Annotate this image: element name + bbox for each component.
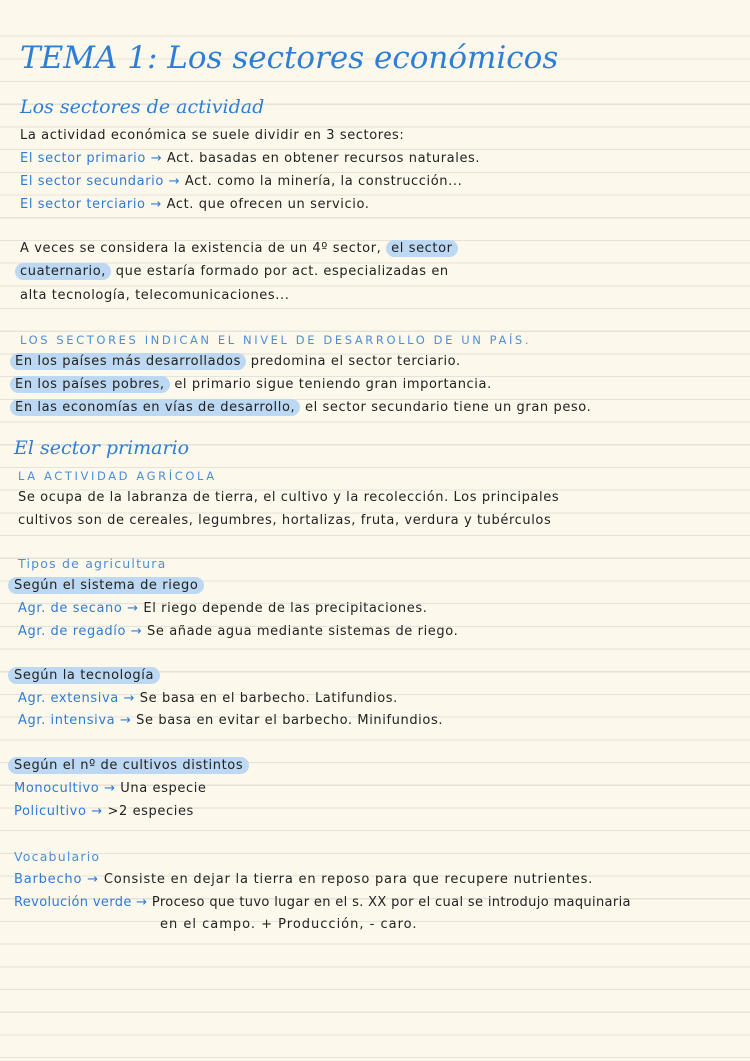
paragraph-line: Se ocupa de la labranza de tierra, el cultivo y la recolección. Los principales — [18, 490, 560, 505]
vocab-item — [14, 895, 631, 910]
paragraph-line: cultivos son de cereales, legumbres, hortalizas, fruta, verdura y tubérculos — [18, 513, 552, 528]
list-item — [18, 601, 427, 616]
desc: Act. basadas en obtener recursos naturales. — [166, 151, 481, 166]
desc: El riego depende de las precipitaciones. — [143, 601, 428, 616]
term: Policultivo — [14, 804, 87, 819]
list-item — [20, 197, 370, 212]
desc: >2 especies — [107, 804, 194, 819]
desc: Se añade agua mediante sistemas de riego. — [147, 624, 459, 639]
list-item — [20, 174, 462, 189]
term: Agr. extensiva — [18, 691, 119, 706]
list-item — [18, 713, 443, 728]
term: Agr. intensiva — [18, 713, 116, 728]
vocab-item — [14, 872, 593, 887]
caps-heading: LOS SECTORES INDICAN EL NIVEL DE DESARROLLO DE UN PAÍS. — [20, 333, 532, 347]
text: el sector secundario tiene un gran peso. — [305, 400, 592, 415]
arrow-icon: → — [91, 804, 103, 819]
desc: Act. como la minería, la construcción... — [184, 174, 463, 189]
arrow-icon: → — [119, 713, 132, 728]
arrow-icon: → — [130, 624, 143, 639]
subheading-tipos: Tipos de agricultura — [18, 556, 167, 571]
highlight-riego: Según el sistema de riego — [8, 577, 204, 594]
text: predomina el sector terciario. — [250, 354, 461, 369]
arrow-icon: → — [123, 691, 136, 706]
paragraph-line — [15, 264, 449, 279]
list-item — [20, 151, 480, 166]
term: El sector primario — [20, 151, 146, 166]
highlight-tecnologia: Según la tecnología — [8, 667, 160, 684]
text: A veces se considera la existencia de un 4º sector, — [20, 241, 382, 256]
caps-heading: LA ACTIVIDAD AGRÍCOLA — [18, 469, 217, 483]
paragraph-line: alta tecnología, telecomunicaciones... — [20, 288, 290, 303]
section-heading-primario: El sector primario — [14, 437, 190, 459]
paragraph-line — [10, 377, 492, 392]
arrow-icon: → — [168, 174, 181, 189]
desc: Proceso que tuvo lugar en el s. XX por el cual se introdujo maquinaria — [151, 895, 631, 910]
paragraph-line — [20, 241, 458, 256]
desc: Act. que ofrecen un servicio. — [166, 197, 370, 212]
section-heading-sectores: Los sectores de actividad — [20, 96, 265, 118]
highlight: cuaternario, — [15, 263, 111, 280]
desc: Se basa en evitar el barbecho. Minifundios. — [136, 713, 444, 728]
list-item — [18, 691, 398, 706]
highlight-cultivos: Según el nº de cultivos distintos — [8, 757, 249, 774]
highlight: En los países más desarrollados — [10, 353, 246, 370]
term: Agr. de secano — [18, 601, 123, 616]
intro-line: La actividad económica se suele dividir en 3 sectores: — [20, 128, 405, 143]
term: El sector secundario — [20, 174, 164, 189]
arrow-icon: → — [150, 197, 162, 212]
term: Agr. de regadío — [18, 624, 127, 639]
desc: Se basa en el barbecho. Latifundios. — [139, 691, 398, 706]
term: Barbecho — [14, 872, 83, 887]
text: el primario sigue teniendo gran importancia. — [174, 377, 492, 392]
highlight: En las economías en vías de desarrollo, — [10, 399, 300, 416]
subheading-vocabulario: Vocabulario — [14, 849, 101, 864]
arrow-icon: → — [150, 151, 163, 166]
term: El sector terciario — [20, 197, 146, 212]
highlight: En los países pobres, — [10, 376, 170, 393]
arrow-icon: → — [104, 781, 116, 796]
term: Revolución verde — [14, 895, 132, 910]
desc: Consiste en dejar la tierra en reposo para que recupere nutrientes. — [103, 872, 594, 887]
text: que estaría formado por act. especializadas en — [115, 264, 449, 279]
term: Monocultivo — [14, 781, 100, 796]
page-title: TEMA 1: Los sectores económicos — [20, 40, 559, 76]
list-item — [14, 804, 194, 819]
arrow-icon: → — [136, 895, 148, 910]
list-item — [18, 624, 458, 639]
highlight: el sector — [386, 240, 457, 257]
paragraph-line — [10, 400, 591, 415]
paragraph-line — [10, 354, 461, 369]
list-item — [14, 781, 207, 796]
vocab-continuation: en el campo. + Producción, - caro. — [160, 917, 418, 932]
arrow-icon: → — [87, 872, 99, 887]
arrow-icon: → — [127, 601, 139, 616]
desc: Una especie — [120, 781, 207, 796]
